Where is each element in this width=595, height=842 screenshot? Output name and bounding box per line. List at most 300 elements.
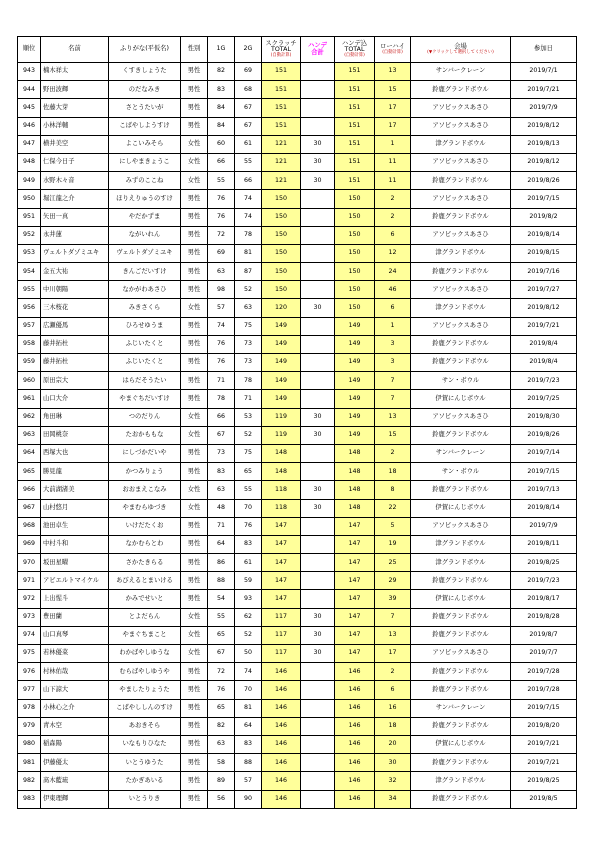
cell-game2: 52 <box>235 281 262 299</box>
header-handicap-line1: ハンデ <box>308 42 327 50</box>
header-handicap-total <box>335 37 375 63</box>
cell-handicap <box>301 117 335 135</box>
cell-lowhigh: 6 <box>375 681 411 699</box>
cell-gender: 男性 <box>181 390 208 408</box>
cell-game2: 64 <box>235 717 262 735</box>
table-row <box>18 699 577 717</box>
cell-date: 2019/7/28 <box>511 663 577 681</box>
cell-lowhigh: 3 <box>375 335 411 353</box>
cell-game1: 74 <box>208 317 235 335</box>
cell-handicap-total: 146 <box>335 735 375 753</box>
cell-venue[interactable]: 津グランドボウル <box>411 135 511 153</box>
cell-game1: 86 <box>208 554 235 572</box>
cell-handicap <box>301 190 335 208</box>
cell-venue[interactable]: 津グランドボウル <box>411 299 511 317</box>
table-row <box>18 135 577 153</box>
cell-rank: 954 <box>18 263 41 281</box>
cell-game2: 70 <box>235 681 262 699</box>
cell-rank: 978 <box>18 699 41 717</box>
cell-gender: 男性 <box>181 244 208 262</box>
cell-rank: 959 <box>18 354 41 372</box>
table-row <box>18 681 577 699</box>
cell-kana: いなもりひなた <box>109 735 181 753</box>
cell-venue[interactable]: 鈴鹿グランドボウル <box>411 754 511 772</box>
cell-lowhigh: 2 <box>375 444 411 462</box>
cell-venue[interactable]: アソビックスあさひ <box>411 99 511 117</box>
cell-kana: とよだらん <box>109 608 181 626</box>
cell-gender: 女性 <box>181 426 208 444</box>
cell-gender: 男性 <box>181 554 208 572</box>
cell-handicap-total: 151 <box>335 99 375 117</box>
cell-scratch-total: 118 <box>262 499 301 517</box>
cell-handicap <box>301 244 335 262</box>
cell-gender: 男性 <box>181 226 208 244</box>
cell-venue[interactable]: 鈴鹿グランドボウル <box>411 608 511 626</box>
cell-name: 広瀬優馬 <box>41 317 109 335</box>
cell-handicap-total: 150 <box>335 190 375 208</box>
cell-rank: 957 <box>18 317 41 335</box>
cell-game2: 83 <box>235 735 262 753</box>
cell-kana: やまぐちまこと <box>109 626 181 644</box>
cell-name: 田岡桃奈 <box>41 426 109 444</box>
cell-rank: 950 <box>18 190 41 208</box>
cell-game1: 64 <box>208 535 235 553</box>
cell-venue[interactable]: 鈴鹿グランドボウル <box>411 790 511 808</box>
cell-scratch-total: 146 <box>262 772 301 790</box>
cell-rank: 960 <box>18 372 41 390</box>
cell-gender: 男性 <box>181 81 208 99</box>
table-row <box>18 663 577 681</box>
header-venue-label: 会場 <box>454 42 467 50</box>
cell-handicap-total: 148 <box>335 481 375 499</box>
cell-venue[interactable]: アソビックスあさひ <box>411 517 511 535</box>
cell-handicap-total: 150 <box>335 263 375 281</box>
cell-lowhigh: 7 <box>375 390 411 408</box>
table-row <box>18 754 577 772</box>
cell-gender: 男性 <box>181 590 208 608</box>
cell-lowhigh: 2 <box>375 190 411 208</box>
cell-name: 山村悠月 <box>41 499 109 517</box>
cell-date: 2019/8/14 <box>511 226 577 244</box>
cell-kana: ひろせゆうま <box>109 317 181 335</box>
cell-venue[interactable]: 津グランドボウル <box>411 535 511 553</box>
cell-rank: 973 <box>18 608 41 626</box>
cell-game2: 78 <box>235 226 262 244</box>
cell-venue[interactable]: 鈴鹿グランドボウル <box>411 481 511 499</box>
cell-game1: 76 <box>208 681 235 699</box>
cell-date: 2019/7/1 <box>511 63 577 81</box>
cell-name: 小林心之介 <box>41 699 109 717</box>
table-row <box>18 554 577 572</box>
cell-gender: 女性 <box>181 153 208 171</box>
cell-handicap-total: 149 <box>335 335 375 353</box>
cell-gender: 男性 <box>181 372 208 390</box>
cell-scratch-total: 150 <box>262 244 301 262</box>
cell-lowhigh: 13 <box>375 408 411 426</box>
cell-kana: やまむらゆづき <box>109 499 181 517</box>
cell-date: 2019/7/28 <box>511 681 577 699</box>
cell-game2: 61 <box>235 135 262 153</box>
cell-rank: 944 <box>18 81 41 99</box>
cell-kana: きんごだいすけ <box>109 263 181 281</box>
cell-handicap-total: 149 <box>335 372 375 390</box>
cell-handicap-total: 146 <box>335 772 375 790</box>
cell-lowhigh: 17 <box>375 645 411 663</box>
cell-rank: 947 <box>18 135 41 153</box>
cell-venue[interactable]: 伊賀にんじボウル <box>411 499 511 517</box>
cell-venue[interactable]: サン・ボウル <box>411 463 511 481</box>
cell-lowhigh: 12 <box>375 244 411 262</box>
cell-gender: 男性 <box>181 772 208 790</box>
cell-game1: 73 <box>208 444 235 462</box>
cell-game1: 55 <box>208 608 235 626</box>
cell-gender: 女性 <box>181 135 208 153</box>
cell-handicap-total: 147 <box>335 517 375 535</box>
cell-game1: 83 <box>208 463 235 481</box>
cell-venue[interactable]: アソビックスあさひ <box>411 153 511 171</box>
cell-scratch-total: 146 <box>262 735 301 753</box>
cell-name: 藤井拓杜 <box>41 335 109 353</box>
cell-venue[interactable]: サンバークレーン <box>411 444 511 462</box>
cell-kana: くすきしょうた <box>109 63 181 81</box>
cell-lowhigh: 2 <box>375 208 411 226</box>
cell-rank: 976 <box>18 663 41 681</box>
cell-rank: 948 <box>18 153 41 171</box>
cell-name: 原田宗大 <box>41 372 109 390</box>
cell-venue[interactable]: 鈴鹿グランドボウル <box>411 717 511 735</box>
cell-lowhigh: 46 <box>375 281 411 299</box>
cell-kana: さとうたいが <box>109 99 181 117</box>
cell-rank: 964 <box>18 444 41 462</box>
header-scratch-line2: TOTAL <box>271 45 291 53</box>
cell-venue[interactable]: 伊賀にんじボウル <box>411 590 511 608</box>
cell-rank: 951 <box>18 208 41 226</box>
cell-venue[interactable]: アソビックスあさひ <box>411 317 511 335</box>
cell-gender: 男性 <box>181 517 208 535</box>
cell-scratch-total: 147 <box>262 517 301 535</box>
header-handicap <box>301 37 335 63</box>
cell-game1: 60 <box>208 135 235 153</box>
cell-venue[interactable]: アソビックスあさひ <box>411 408 511 426</box>
cell-kana: ほりえりゅうのすけ <box>109 190 181 208</box>
cell-name: 若林優菜 <box>41 645 109 663</box>
cell-name: 矢田一真 <box>41 208 109 226</box>
table-row <box>18 717 577 735</box>
table-row <box>18 645 577 663</box>
cell-game1: 56 <box>208 790 235 808</box>
cell-game2: 73 <box>235 354 262 372</box>
ranking-table <box>17 36 577 809</box>
cell-game1: 84 <box>208 99 235 117</box>
cell-game1: 63 <box>208 263 235 281</box>
cell-scratch-total: 119 <box>262 426 301 444</box>
header-game2: 2G <box>235 37 262 63</box>
cell-date: 2019/7/13 <box>511 481 577 499</box>
cell-venue[interactable]: 鈴鹿グランドボウル <box>411 335 511 353</box>
cell-venue[interactable]: 伊賀にんじボウル <box>411 390 511 408</box>
table-row <box>18 535 577 553</box>
cell-venue[interactable]: サンバークレーン <box>411 699 511 717</box>
table-row <box>18 590 577 608</box>
cell-venue[interactable]: アソビックスあさひ <box>411 190 511 208</box>
cell-gender: 女性 <box>181 172 208 190</box>
cell-game1: 67 <box>208 645 235 663</box>
cell-lowhigh: 15 <box>375 426 411 444</box>
cell-lowhigh: 16 <box>375 699 411 717</box>
cell-date: 2019/7/15 <box>511 190 577 208</box>
cell-scratch-total: 151 <box>262 99 301 117</box>
cell-handicap <box>301 81 335 99</box>
cell-kana: なかがわあさひ <box>109 281 181 299</box>
table-row <box>18 226 577 244</box>
cell-venue[interactable]: 鈴鹿グランドボウル <box>411 172 511 190</box>
cell-kana: わかばやしゆうな <box>109 645 181 663</box>
cell-lowhigh: 1 <box>375 317 411 335</box>
cell-handicap-total: 146 <box>335 717 375 735</box>
cell-venue[interactable]: アソビックスあさひ <box>411 645 511 663</box>
cell-venue[interactable]: 鈴鹿グランドボウル <box>411 663 511 681</box>
cell-handicap-total: 149 <box>335 317 375 335</box>
cell-name: 金五大祐 <box>41 263 109 281</box>
cell-gender: 男性 <box>181 117 208 135</box>
cell-handicap: 30 <box>301 626 335 644</box>
table-row <box>18 499 577 517</box>
cell-venue[interactable]: 鈴鹿グランドボウル <box>411 263 511 281</box>
cell-handicap <box>301 663 335 681</box>
cell-handicap-total: 147 <box>335 590 375 608</box>
cell-game2: 81 <box>235 244 262 262</box>
header-kana: ふりがな(平仮名) <box>109 37 181 63</box>
cell-date: 2019/8/28 <box>511 608 577 626</box>
cell-date: 2019/8/30 <box>511 408 577 426</box>
cell-venue[interactable]: 津グランドボウル <box>411 772 511 790</box>
cell-handicap <box>301 517 335 535</box>
cell-rank: 977 <box>18 681 41 699</box>
cell-kana: やまぐちだいすけ <box>109 390 181 408</box>
cell-rank: 967 <box>18 499 41 517</box>
cell-gender: 女性 <box>181 608 208 626</box>
cell-game2: 50 <box>235 645 262 663</box>
cell-handicap <box>301 735 335 753</box>
cell-scratch-total: 147 <box>262 535 301 553</box>
header-lowhigh-sub: (自動計算) <box>382 50 403 55</box>
cell-venue[interactable]: 鈴鹿グランドボウル <box>411 626 511 644</box>
cell-venue[interactable]: 津グランドボウル <box>411 554 511 572</box>
cell-game2: 53 <box>235 408 262 426</box>
cell-game2: 68 <box>235 81 262 99</box>
cell-venue[interactable]: 鈴鹿グランドボウル <box>411 81 511 99</box>
cell-scratch-total: 119 <box>262 408 301 426</box>
cell-date: 2019/7/25 <box>511 390 577 408</box>
cell-game2: 88 <box>235 754 262 772</box>
cell-name: 永井蓮 <box>41 226 109 244</box>
cell-name: 稲森陽 <box>41 735 109 753</box>
cell-rank: 943 <box>18 63 41 81</box>
cell-scratch-total: 150 <box>262 281 301 299</box>
cell-game2: 74 <box>235 208 262 226</box>
cell-date: 2019/8/14 <box>511 499 577 517</box>
cell-game1: 65 <box>208 626 235 644</box>
cell-date: 2019/8/4 <box>511 335 577 353</box>
cell-handicap-total: 151 <box>335 172 375 190</box>
cell-scratch-total: 146 <box>262 790 301 808</box>
table-body <box>18 63 577 809</box>
header-lowhigh-line1: ローハイ <box>380 42 405 50</box>
cell-venue[interactable]: 鈴鹿グランドボウル <box>411 208 511 226</box>
cell-date: 2019/8/5 <box>511 790 577 808</box>
cell-venue[interactable]: アソビックスあさひ <box>411 117 511 135</box>
cell-game2: 87 <box>235 263 262 281</box>
cell-scratch-total: 150 <box>262 190 301 208</box>
cell-name: 勝見龍 <box>41 463 109 481</box>
cell-scratch-total: 150 <box>262 263 301 281</box>
cell-handicap-total: 150 <box>335 208 375 226</box>
cell-game1: 82 <box>208 717 235 735</box>
cell-gender: 男性 <box>181 663 208 681</box>
cell-handicap-total: 147 <box>335 626 375 644</box>
cell-lowhigh: 13 <box>375 626 411 644</box>
cell-game1: 89 <box>208 772 235 790</box>
cell-venue[interactable]: 鈴鹿グランドボウル <box>411 354 511 372</box>
cell-lowhigh: 22 <box>375 499 411 517</box>
table-row <box>18 572 577 590</box>
cell-name: 大前湖渚美 <box>41 481 109 499</box>
cell-handicap: 30 <box>301 408 335 426</box>
cell-handicap-total: 149 <box>335 408 375 426</box>
cell-date: 2019/8/12 <box>511 117 577 135</box>
cell-rank: 963 <box>18 426 41 444</box>
cell-venue[interactable]: 津グランドボウル <box>411 244 511 262</box>
cell-game2: 70 <box>235 499 262 517</box>
cell-venue[interactable]: アソビックスあさひ <box>411 281 511 299</box>
table-row <box>18 408 577 426</box>
cell-rank: 958 <box>18 335 41 353</box>
cell-handicap-total: 146 <box>335 681 375 699</box>
cell-lowhigh: 34 <box>375 790 411 808</box>
cell-game2: 83 <box>235 535 262 553</box>
header-venue <box>411 37 511 63</box>
cell-gender: 女性 <box>181 645 208 663</box>
header-handicap-total-line1: ハンデ込 <box>341 39 368 47</box>
cell-gender: 女性 <box>181 408 208 426</box>
cell-date: 2019/7/21 <box>511 81 577 99</box>
table-row <box>18 463 577 481</box>
cell-game1: 84 <box>208 117 235 135</box>
cell-lowhigh: 20 <box>375 735 411 753</box>
cell-game1: 82 <box>208 63 235 81</box>
cell-scratch-total: 147 <box>262 572 301 590</box>
cell-kana: いけだたくお <box>109 517 181 535</box>
cell-venue[interactable]: 鈴鹿グランドボウル <box>411 681 511 699</box>
cell-venue[interactable]: 鈴鹿グランドボウル <box>411 426 511 444</box>
cell-rank: 956 <box>18 299 41 317</box>
cell-name: 楠木祥太 <box>41 63 109 81</box>
cell-rank: 974 <box>18 626 41 644</box>
table-row <box>18 390 577 408</box>
table-row <box>18 772 577 790</box>
cell-kana: こばやしようすけ <box>109 117 181 135</box>
cell-scratch-total: 117 <box>262 608 301 626</box>
cell-name: 坂田星曜 <box>41 554 109 572</box>
header-rank: 順位 <box>18 37 41 63</box>
cell-lowhigh: 7 <box>375 608 411 626</box>
cell-scratch-total: 148 <box>262 463 301 481</box>
table-row <box>18 735 577 753</box>
cell-name: 伊東理輝 <box>41 790 109 808</box>
cell-name: 仁保今日子 <box>41 153 109 171</box>
cell-gender: 男性 <box>181 735 208 753</box>
cell-venue[interactable]: 伊賀にんじボウル <box>411 735 511 753</box>
table-row <box>18 354 577 372</box>
cell-name: ヴェルトダゾミユキ <box>41 244 109 262</box>
cell-game1: 48 <box>208 499 235 517</box>
cell-scratch-total: 150 <box>262 208 301 226</box>
cell-game1: 63 <box>208 735 235 753</box>
cell-game1: 76 <box>208 208 235 226</box>
cell-venue[interactable]: サン・ボウル <box>411 372 511 390</box>
cell-game2: 74 <box>235 663 262 681</box>
cell-lowhigh: 18 <box>375 463 411 481</box>
table-row <box>18 335 577 353</box>
cell-venue[interactable]: アソビックスあさひ <box>411 226 511 244</box>
cell-game2: 59 <box>235 572 262 590</box>
cell-handicap <box>301 572 335 590</box>
cell-handicap-total: 150 <box>335 226 375 244</box>
cell-game2: 69 <box>235 63 262 81</box>
cell-name: 中村斗和 <box>41 535 109 553</box>
cell-date: 2019/7/7 <box>511 645 577 663</box>
cell-handicap-total: 150 <box>335 299 375 317</box>
cell-handicap <box>301 590 335 608</box>
cell-scratch-total: 146 <box>262 681 301 699</box>
cell-date: 2019/8/11 <box>511 535 577 553</box>
cell-date: 2019/8/12 <box>511 153 577 171</box>
cell-date: 2019/7/9 <box>511 517 577 535</box>
table-row <box>18 317 577 335</box>
cell-scratch-total: 121 <box>262 172 301 190</box>
cell-game1: 71 <box>208 372 235 390</box>
cell-game2: 61 <box>235 554 262 572</box>
cell-rank: 982 <box>18 772 41 790</box>
cell-lowhigh: 39 <box>375 590 411 608</box>
cell-date: 2019/7/21 <box>511 735 577 753</box>
cell-name: アビエルトマイケル <box>41 572 109 590</box>
cell-scratch-total: 150 <box>262 226 301 244</box>
table-row <box>18 81 577 99</box>
cell-handicap: 30 <box>301 481 335 499</box>
cell-name: 青木空 <box>41 717 109 735</box>
cell-gender: 男性 <box>181 99 208 117</box>
table-row <box>18 172 577 190</box>
cell-game2: 90 <box>235 790 262 808</box>
cell-venue[interactable]: サンバークレーン <box>411 63 511 81</box>
cell-handicap-total: 147 <box>335 554 375 572</box>
cell-game1: 71 <box>208 517 235 535</box>
cell-rank: 970 <box>18 554 41 572</box>
cell-scratch-total: 147 <box>262 590 301 608</box>
cell-handicap-total: 148 <box>335 499 375 517</box>
cell-venue[interactable]: 鈴鹿グランドボウル <box>411 572 511 590</box>
cell-lowhigh: 2 <box>375 663 411 681</box>
table-row <box>18 263 577 281</box>
cell-gender: 男性 <box>181 444 208 462</box>
cell-date: 2019/7/9 <box>511 99 577 117</box>
cell-kana: ふじいたくと <box>109 354 181 372</box>
header-scratch-sub: (自動計算) <box>270 53 292 59</box>
cell-handicap-total: 150 <box>335 281 375 299</box>
cell-handicap-total: 146 <box>335 790 375 808</box>
cell-lowhigh: 8 <box>375 481 411 499</box>
